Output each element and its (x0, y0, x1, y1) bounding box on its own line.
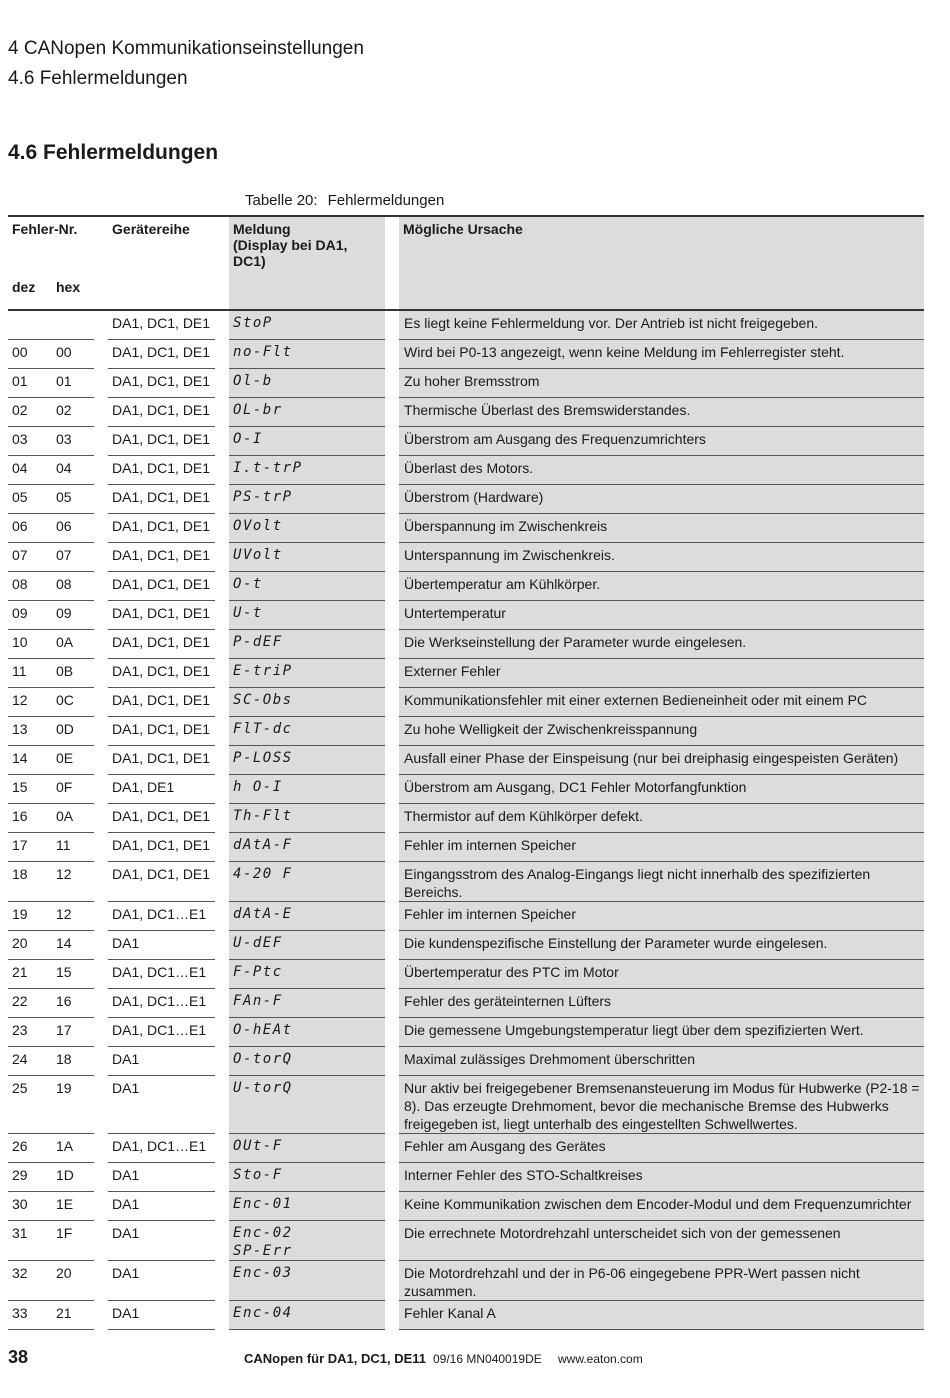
table-row (8, 514, 924, 543)
cell-dez: 13 (8, 717, 52, 746)
cell-meldung (229, 427, 385, 456)
cell-hex: 20 (52, 1261, 94, 1301)
footer-url: www.eaton.com (558, 1352, 643, 1366)
header-ursache: Mögliche Ursache (399, 217, 924, 310)
cell-ursache: Untertemperatur (399, 601, 924, 630)
cell-geraetereihe: DA1, DC1, DE1 (108, 601, 215, 630)
cell-dez: 33 (8, 1301, 52, 1330)
header-meldung-sub: (Display bei DA1, DC1) (233, 237, 348, 269)
display-code: Th-Flt (233, 808, 293, 824)
cell-hex: 14 (52, 931, 94, 960)
cell-geraetereihe: DA1 (108, 1163, 215, 1192)
cell-dez: 03 (8, 427, 52, 456)
cell-meldung (229, 485, 385, 514)
cell-ursache: Es liegt keine Fehlermeldung vor. Der Antrieb ist nicht freigegeben. (399, 310, 924, 340)
cell-dez: 02 (8, 398, 52, 427)
cell-ursache: Interner Fehler des STO-Schaltkreises (399, 1163, 924, 1192)
display-code: no-Flt (233, 344, 293, 360)
table-row (8, 931, 924, 960)
table-row (8, 1221, 924, 1261)
display-code: Enc-01 (233, 1196, 293, 1212)
cell-meldung (229, 630, 385, 659)
cell-geraetereihe: DA1 (108, 1192, 215, 1221)
cell-meldung (229, 688, 385, 717)
table-row (8, 659, 924, 688)
cell-hex: 00 (52, 340, 94, 369)
cell-ursache: Wird bei P0-13 angezeigt, wenn keine Meldung im Fehlerregister steht. (399, 340, 924, 369)
table-row (8, 601, 924, 630)
cell-meldung (229, 1221, 385, 1261)
page-number: 38 (8, 1347, 29, 1367)
cell-ursache: Zu hohe Welligkeit der Zwischenkreisspannung (399, 717, 924, 746)
cell-meldung (229, 340, 385, 369)
display-code: OVolt (233, 518, 283, 534)
cell-hex: 0B (52, 659, 94, 688)
header-fehler-nr: Fehler-Nr. (12, 221, 78, 237)
cell-meldung (229, 775, 385, 804)
table-row (8, 1047, 924, 1076)
cell-ursache: Fehler Kanal A (399, 1301, 924, 1330)
cell-ursache: Fehler des geräteinternen Lüfters (399, 989, 924, 1018)
cell-meldung (229, 310, 385, 340)
footer-doc-id: 09/16 MN040019DE (433, 1352, 542, 1366)
cell-meldung (229, 746, 385, 775)
display-code: U-t (233, 605, 263, 621)
display-code: O-torQ (233, 1051, 293, 1067)
cell-dez: 19 (8, 902, 52, 931)
table-row (8, 902, 924, 931)
error-table-body (8, 310, 924, 1330)
header-geraetereihe: Gerätereihe (112, 221, 190, 237)
cell-dez: 14 (8, 746, 52, 775)
cell-hex: 0A (52, 804, 94, 833)
display-code: SC-Obs (233, 692, 293, 708)
cell-hex: 18 (52, 1047, 94, 1076)
table-row (8, 833, 924, 862)
display-code: FAn-F (233, 993, 283, 1009)
cell-geraetereihe: DA1, DC1, DE1 (108, 804, 215, 833)
cell-meldung (229, 1192, 385, 1221)
cell-geraetereihe: DA1, DC1, DE1 (108, 310, 215, 340)
table-row (8, 340, 924, 369)
cell-hex: 04 (52, 456, 94, 485)
display-code: E-triP (233, 663, 293, 679)
table-row (8, 485, 924, 514)
cell-dez: 09 (8, 601, 52, 630)
table-row (8, 960, 924, 989)
cell-geraetereihe: DA1, DC1, DE1 (108, 543, 215, 572)
display-code: dAtA-F (233, 837, 293, 853)
cell-hex: 19 (52, 1076, 94, 1134)
cell-dez: 00 (8, 340, 52, 369)
table-row (8, 1261, 924, 1301)
cell-dez: 29 (8, 1163, 52, 1192)
display-code: U-dEF (233, 935, 283, 951)
cell-meldung (229, 1076, 385, 1134)
table-row (8, 572, 924, 601)
table-row (8, 630, 924, 659)
cell-ursache: Überstrom am Ausgang, DC1 Fehler Motorfangfunktion (399, 775, 924, 804)
cell-meldung (229, 456, 385, 485)
display-code: O-t (233, 576, 263, 592)
cell-geraetereihe: DA1 (108, 1261, 215, 1301)
cell-geraetereihe: DA1 (108, 1076, 215, 1134)
cell-geraetereihe: DA1, DC1, DE1 (108, 369, 215, 398)
cell-meldung (229, 543, 385, 572)
cell-hex: 1F (52, 1221, 94, 1261)
cell-ursache: Ausfall einer Phase der Einspeisung (nur bei dreiphasig eingespeisten Geräten) (399, 746, 924, 775)
cell-hex: 09 (52, 601, 94, 630)
table-row (8, 804, 924, 833)
display-code: I.t-trP (233, 460, 303, 476)
cell-geraetereihe: DA1, DC1, DE1 (108, 862, 215, 902)
cell-meldung (229, 1134, 385, 1163)
section-title: 4.6 Fehlermeldungen (8, 141, 219, 164)
cell-dez: 16 (8, 804, 52, 833)
table-row (8, 688, 924, 717)
running-header-chapter: 4 CANopen Kommunikationseinstellungen (8, 38, 364, 59)
cell-geraetereihe: DA1, DC1…E1 (108, 902, 215, 931)
cell-geraetereihe: DA1, DC1, DE1 (108, 427, 215, 456)
display-code: Sto-F (233, 1167, 283, 1183)
header-dez: dez (12, 279, 36, 295)
cell-ursache: Die gemessene Umgebungstemperatur liegt über dem spezifizierten Wert. (399, 1018, 924, 1047)
table-row (8, 775, 924, 804)
cell-dez: 21 (8, 960, 52, 989)
cell-ursache: Maximal zulässiges Drehmoment überschritten (399, 1047, 924, 1076)
cell-ursache: Die kundenspezifische Einstellung der Parameter wurde eingelesen. (399, 931, 924, 960)
display-code: UVolt (233, 547, 283, 563)
cell-hex: 12 (52, 862, 94, 902)
display-code: Enc-04 (233, 1305, 293, 1321)
page-footer (8, 1347, 924, 1369)
cell-ursache: Externer Fehler (399, 659, 924, 688)
cell-hex: 01 (52, 369, 94, 398)
cell-hex: 08 (52, 572, 94, 601)
display-code: StoP (233, 315, 273, 331)
cell-dez: 23 (8, 1018, 52, 1047)
display-code: PS-trP (233, 489, 293, 505)
cell-hex: 21 (52, 1301, 94, 1330)
cell-hex: 16 (52, 989, 94, 1018)
cell-meldung (229, 1261, 385, 1301)
cell-meldung (229, 1163, 385, 1192)
cell-ursache: Thermistor auf dem Kühlkörper defekt. (399, 804, 924, 833)
table-row (8, 1076, 924, 1134)
cell-meldung (229, 572, 385, 601)
cell-geraetereihe: DA1, DC1…E1 (108, 1018, 215, 1047)
cell-dez: 10 (8, 630, 52, 659)
cell-hex: 0E (52, 746, 94, 775)
cell-geraetereihe: DA1, DC1, DE1 (108, 659, 215, 688)
display-code: OUt-F (233, 1138, 283, 1154)
table-row (8, 369, 924, 398)
table-row (8, 1192, 924, 1221)
table-caption (245, 192, 444, 209)
cell-meldung (229, 989, 385, 1018)
cell-hex: 07 (52, 543, 94, 572)
table-row (8, 1018, 924, 1047)
footer-title: CANopen für DA1, DC1, DE11 (244, 1351, 427, 1366)
header-hex: hex (56, 279, 81, 295)
cell-dez: 06 (8, 514, 52, 543)
display-code-secondary: SP-Err (233, 1243, 293, 1259)
cell-geraetereihe: DA1, DC1…E1 (108, 989, 215, 1018)
cell-hex: 12 (52, 902, 94, 931)
display-code: dAtA-E (233, 906, 293, 922)
cell-dez: 08 (8, 572, 52, 601)
cell-ursache: Keine Kommunikation zwischen dem Encoder-Modul und dem Frequenzumrichter (399, 1192, 924, 1221)
cell-geraetereihe: DA1 (108, 1301, 215, 1330)
cell-meldung (229, 1018, 385, 1047)
table-row (8, 862, 924, 902)
cell-hex: 11 (52, 833, 94, 862)
header-meldung (229, 217, 385, 310)
cell-dez: 01 (8, 369, 52, 398)
cell-hex: 1A (52, 1134, 94, 1163)
cell-geraetereihe: DA1, DC1, DE1 (108, 485, 215, 514)
cell-hex: 17 (52, 1018, 94, 1047)
cell-hex: 0F (52, 775, 94, 804)
display-code: OL-br (233, 402, 283, 418)
display-code: FlT-dc (233, 721, 293, 737)
cell-geraetereihe: DA1, DC1…E1 (108, 1134, 215, 1163)
display-code: O-I (233, 431, 263, 447)
cell-ursache: Überstrom am Ausgang des Frequenzumrichters (399, 427, 924, 456)
cell-meldung (229, 514, 385, 543)
cell-geraetereihe: DA1 (108, 931, 215, 960)
cell-geraetereihe: DA1, DC1, DE1 (108, 630, 215, 659)
cell-dez: 17 (8, 833, 52, 862)
table-row (8, 456, 924, 485)
display-code: h O-I (233, 779, 283, 795)
cell-hex: 1D (52, 1163, 94, 1192)
cell-ursache: Überlast des Motors. (399, 456, 924, 485)
cell-ursache: Eingangsstrom des Analog-Eingangs liegt nicht innerhalb des spezifizierten Bereichs. (399, 862, 924, 902)
cell-meldung (229, 960, 385, 989)
table-row (8, 746, 924, 775)
cell-ursache: Übertemperatur des PTC im Motor (399, 960, 924, 989)
error-table (8, 217, 924, 1330)
cell-meldung (229, 717, 385, 746)
cell-dez: 20 (8, 931, 52, 960)
cell-hex (52, 310, 94, 340)
cell-hex: 1E (52, 1192, 94, 1221)
cell-hex: 0A (52, 630, 94, 659)
table-row (8, 1163, 924, 1192)
cell-geraetereihe: DA1, DC1, DE1 (108, 833, 215, 862)
cell-geraetereihe: DA1 (108, 1221, 215, 1261)
cell-dez: 22 (8, 989, 52, 1018)
cell-ursache: Überstrom (Hardware) (399, 485, 924, 514)
display-code: Enc-03 (233, 1265, 293, 1281)
cell-meldung (229, 1047, 385, 1076)
cell-dez: 30 (8, 1192, 52, 1221)
cell-geraetereihe: DA1, DC1, DE1 (108, 746, 215, 775)
display-code: Enc-02 (233, 1225, 293, 1241)
cell-dez: 24 (8, 1047, 52, 1076)
cell-dez: 25 (8, 1076, 52, 1134)
table-row (8, 427, 924, 456)
cell-meldung (229, 659, 385, 688)
display-code: F-Ptc (233, 964, 283, 980)
cell-hex: 0D (52, 717, 94, 746)
cell-geraetereihe: DA1, DC1, DE1 (108, 572, 215, 601)
cell-ursache: Überspannung im Zwischenkreis (399, 514, 924, 543)
cell-meldung (229, 1301, 385, 1330)
cell-ursache: Thermische Überlast des Bremswiderstandes. (399, 398, 924, 427)
cell-dez: 15 (8, 775, 52, 804)
header-meldung-title: Meldung (233, 221, 291, 237)
cell-ursache: Fehler im internen Speicher (399, 833, 924, 862)
cell-meldung (229, 369, 385, 398)
cell-dez: 11 (8, 659, 52, 688)
cell-meldung (229, 601, 385, 630)
cell-geraetereihe: DA1, DC1…E1 (108, 960, 215, 989)
cell-ursache: Unterspannung im Zwischenkreis. (399, 543, 924, 572)
display-code: U-torQ (233, 1080, 293, 1096)
cell-ursache: Fehler am Ausgang des Gerätes (399, 1134, 924, 1163)
cell-geraetereihe: DA1, DC1, DE1 (108, 688, 215, 717)
cell-geraetereihe: DA1, DC1, DE1 (108, 717, 215, 746)
cell-meldung (229, 902, 385, 931)
cell-dez (8, 310, 52, 340)
cell-dez: 31 (8, 1221, 52, 1261)
cell-dez: 07 (8, 543, 52, 572)
cell-hex: 05 (52, 485, 94, 514)
cell-hex: 06 (52, 514, 94, 543)
cell-ursache: Nur aktiv bei freigegebener Bremsenansteuerung im Modus für Hubwerke (P2-18 = 8). Das erzeugte Drehmoment, bevor die mechanische Bremse des Hubwerks freigegeben ist, liegt unterhalb des eingestellten Schwellwertes. (399, 1076, 924, 1134)
cell-hex: 03 (52, 427, 94, 456)
cell-meldung (229, 398, 385, 427)
display-code: P-dEF (233, 634, 283, 650)
table-caption-title: Fehlermeldungen (327, 192, 445, 209)
display-code: P-LOSS (233, 750, 293, 766)
display-code: Ol-b (233, 373, 273, 389)
table-row (8, 1134, 924, 1163)
display-code: O-hEAt (233, 1022, 293, 1038)
cell-ursache: Zu hoher Bremsstrom (399, 369, 924, 398)
cell-dez: 04 (8, 456, 52, 485)
cell-geraetereihe: DA1, DC1, DE1 (108, 514, 215, 543)
cell-dez: 12 (8, 688, 52, 717)
table-row (8, 398, 924, 427)
cell-hex: 15 (52, 960, 94, 989)
running-header-section: 4.6 Fehlermeldungen (8, 68, 188, 89)
cell-geraetereihe: DA1, DC1, DE1 (108, 340, 215, 369)
table-row (8, 310, 924, 340)
cell-meldung (229, 833, 385, 862)
cell-geraetereihe: DA1, DE1 (108, 775, 215, 804)
cell-hex: 0C (52, 688, 94, 717)
cell-ursache: Die errechnete Motordrehzahl unterscheidet sich von der gemessenen (399, 1221, 924, 1261)
cell-meldung (229, 931, 385, 960)
cell-ursache: Die Werkseinstellung der Parameter wurde eingelesen. (399, 630, 924, 659)
cell-hex: 02 (52, 398, 94, 427)
cell-dez: 26 (8, 1134, 52, 1163)
cell-ursache: Fehler im internen Speicher (399, 902, 924, 931)
cell-geraetereihe: DA1, DC1, DE1 (108, 456, 215, 485)
table-row (8, 1301, 924, 1330)
cell-geraetereihe: DA1 (108, 1047, 215, 1076)
cell-dez: 18 (8, 862, 52, 902)
table-row (8, 717, 924, 746)
display-code: 4-20 F (233, 866, 293, 882)
cell-ursache: Die Motordrehzahl und der in P6-06 eingegebene PPR-Wert passen nicht zusammen. (399, 1261, 924, 1301)
cell-ursache: Übertemperatur am Kühlkörper. (399, 572, 924, 601)
table-caption-number: Tabelle 20: (245, 192, 318, 209)
cell-ursache: Kommunikationsfehler mit einer externen Bedieneinheit oder mit einem PC (399, 688, 924, 717)
cell-dez: 05 (8, 485, 52, 514)
table-row (8, 543, 924, 572)
table-row (8, 989, 924, 1018)
cell-geraetereihe: DA1, DC1, DE1 (108, 398, 215, 427)
cell-meldung (229, 804, 385, 833)
cell-meldung (229, 862, 385, 902)
cell-dez: 32 (8, 1261, 52, 1301)
